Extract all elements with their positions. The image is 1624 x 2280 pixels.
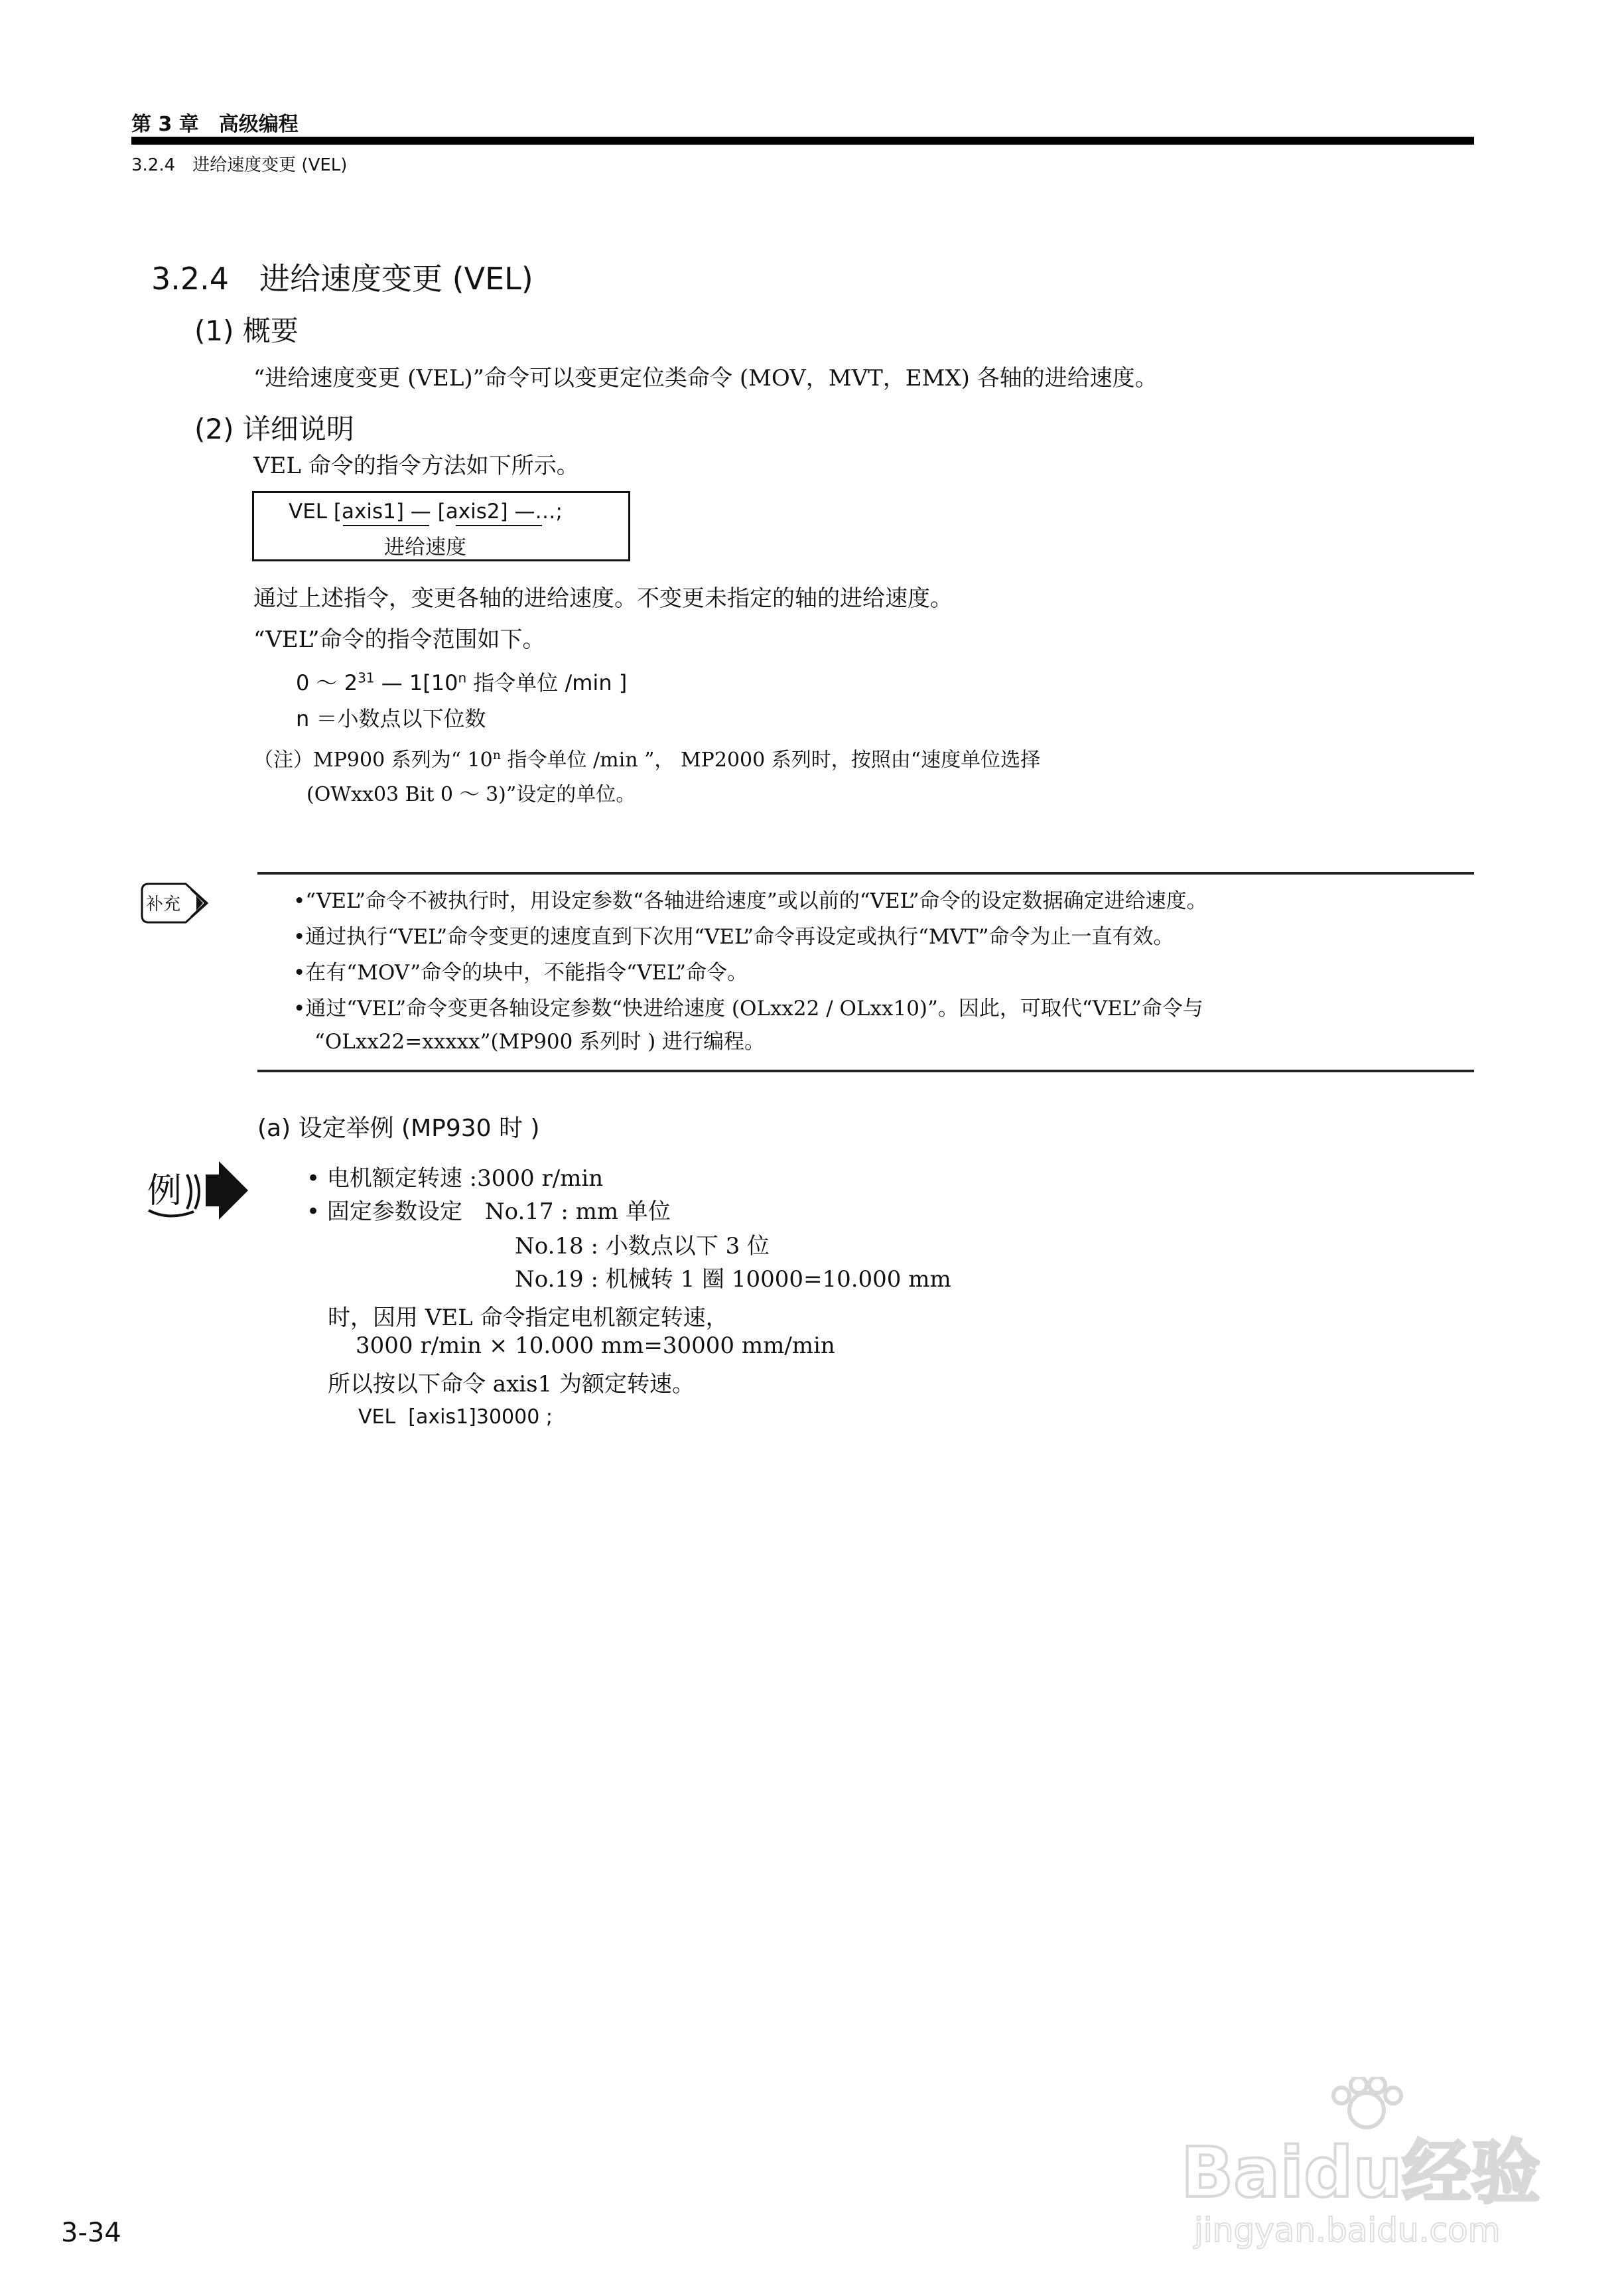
axis1-underline	[343, 525, 429, 526]
section-title: 3.2.4 进给速度变更 (VEL)	[151, 261, 533, 297]
example-line-3: No.18 : 小数点以下 3 位	[515, 1233, 770, 1259]
command-line: VEL [axis1] — [axis2] —…;	[289, 500, 563, 524]
details-heading: (2) 详细说明	[194, 413, 354, 445]
command-format-box	[252, 491, 630, 561]
range-exponent: 31	[358, 670, 375, 686]
example-command: VEL [axis1]30000 ;	[358, 1405, 553, 1429]
range-expression	[296, 666, 627, 697]
example-line-1: • 电机额定转速 :3000 r/min	[306, 1165, 604, 1192]
range-prefix: 0 ～ 2	[296, 670, 358, 695]
details-after-1: 通过上述指令，变更各轴的进给速度。不变更未指定的轴的进给速度。	[253, 585, 953, 612]
baidu-watermark-logo	[1168, 2077, 1566, 2249]
page-number: 3-34	[61, 2218, 121, 2248]
range-suffix: 指令单位 /min ]	[466, 670, 628, 695]
supplement-bullet-4-cont: “OLxx22=xxxxx”(MP900 系列时 ) 进行编程。	[314, 1030, 766, 1054]
supplement-bullet-1: •“VEL”命令不被执行时，用设定参数“各轴进给速度”或以前的“VEL”命令的设定数据确定进给速度。	[293, 889, 1207, 913]
example-line-6: 3000 r/min × 10.000 mm=30000 mm/min	[356, 1332, 835, 1359]
note-part-b: 指令单位 /min ”， MP2000 系列时，按照由“速度单位选择	[501, 748, 1041, 772]
overview-heading: (1) 概要	[194, 315, 299, 347]
example-heading: (a) 设定举例 (MP930 时 )	[257, 1115, 540, 1142]
section-header: 3.2.4 进给速度变更 (VEL)	[131, 155, 348, 175]
command-label: 进给速度	[384, 535, 466, 559]
supplement-bullet-2: •通过执行“VEL”命令变更的速度直到下次用“VEL”命令再设定或执行“MVT”命令为止一直有效。	[293, 925, 1174, 949]
note-line-1	[253, 743, 1040, 772]
supplement-bullet-3: •在有“MOV”命令的块中，不能指令“VEL”命令。	[293, 961, 748, 985]
range-exponent-n: n	[458, 670, 467, 686]
supplement-bottom-rule	[257, 1070, 1474, 1072]
header-rule	[131, 137, 1474, 145]
example-line-7: 所以按以下命令 axis1 为额定转速。	[328, 1371, 695, 1397]
note-exponent: n	[492, 748, 501, 762]
supplement-bullet-4: •通过“VEL”命令变更各轴设定参数“快进给速度 (OLxx22 / OLxx10)”。因此，可取代“VEL”命令与	[293, 997, 1203, 1021]
supplement-top-rule	[257, 872, 1474, 875]
note-part-a: （注）MP900 系列为“ 10	[253, 748, 493, 772]
axis2-underline	[456, 525, 542, 526]
watermark-brand: Baidu经验	[1181, 2132, 1540, 2213]
example-badge-icon	[142, 1155, 252, 1228]
supplement-badge-label: 补充	[145, 894, 181, 914]
example-badge-label: 例	[147, 1171, 182, 1211]
supplement-badge-icon	[139, 880, 212, 926]
overview-text: “进给速度变更 (VEL)”命令可以变更定位类命令 (MOV，MVT，EMX) 各轴的进给速度。	[253, 365, 1158, 392]
example-line-4: No.19 : 机械转 1 圈 10000=10.000 mm	[515, 1266, 951, 1293]
n-definition: n ＝小数点以下位数	[296, 706, 486, 731]
note-line-2: (OWxx03 Bit 0 ～ 3)”设定的单位。	[306, 783, 636, 806]
example-line-2: • 固定参数设定 No.17 : mm 单位	[306, 1198, 671, 1225]
details-intro: VEL 命令的指令方法如下所示。	[253, 453, 579, 479]
chapter-header: 第 3 章 高级编程	[131, 113, 299, 136]
example-line-5: 时，因用 VEL 命令指定电机额定转速，	[328, 1305, 728, 1331]
details-after-2: “VEL”命令的指令范围如下。	[253, 626, 545, 653]
range-mid: — 1[10	[374, 670, 458, 695]
watermark-url: jingyan.baidu.com	[1194, 2211, 1501, 2249]
